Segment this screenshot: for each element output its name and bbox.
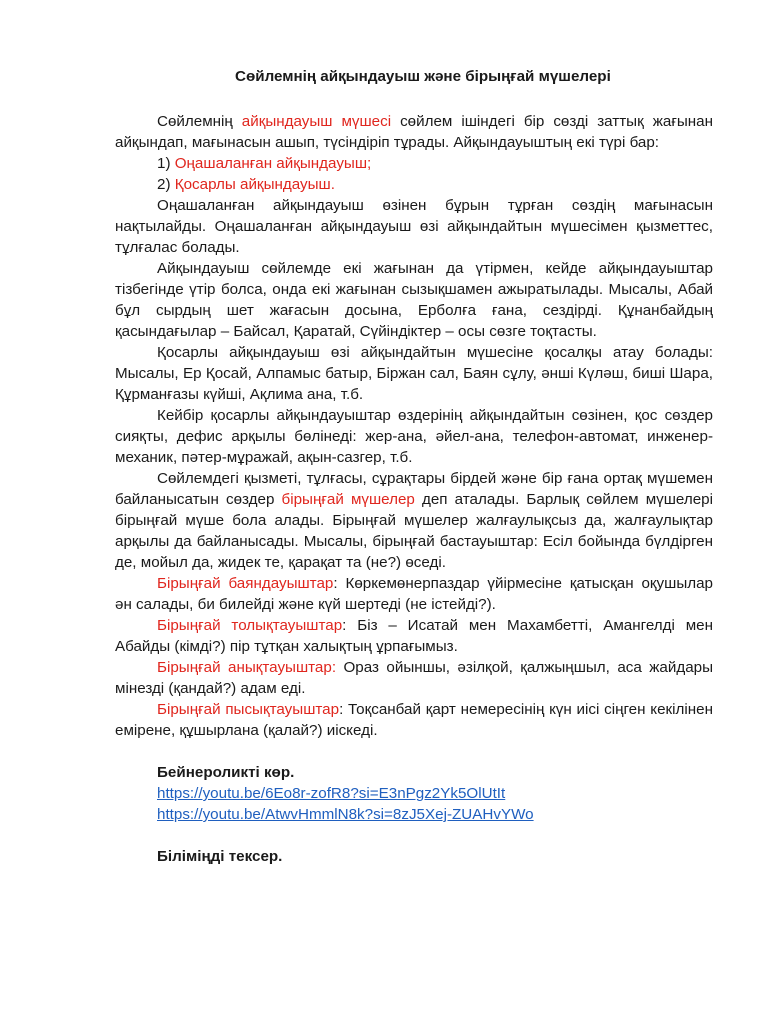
text-segment: деп аталады. Барлық сөйлем мүшелері бірыңғай мүше бола алады. Бірыңғай мүшелер жалғаулықсыз да, жалғаулықтар арқылы да байланысады. Мысалы, бірыңғай бастауыштар: Есіл бойында бүлдірген де, мойыл да, жидек те, қарақат та (не?) өседі. (115, 491, 713, 571)
spacer (115, 825, 713, 846)
highlighted-term: Бірыңғай толықтауыштар (157, 617, 343, 634)
video-link-1[interactable]: https://youtu.be/6Eo8r-zofR8?si=E3nPgz2Yk5OlUtIt (157, 785, 506, 802)
text-segment: : Көркемөнерпаздар үйірмесіне қатысқан оқушылар ән салады, би билейді және күй шертеді (не істейді?). (115, 575, 714, 613)
paragraph-hyphenated: Кейбір қосарлы айқындауыштар өздерінің айқындайтын сөзінен, қос сөздер сияқты, дефис арқылы бөлінеді: жер-ана, әйел-ана, телефон-автомат, инженер-механик, пәтер-мұражай, ақын-сазгер, т.б. (115, 407, 713, 466)
paragraph-isolated-apposition: Оңашаланған айқындауыш өзінен бұрын тұрған сөздің мағынасын нақтылайды. Оңашаланған айқындауыш өзі айқындайтын мүшесімен қызметтес, тұлғалас болады. (115, 197, 713, 256)
example-objects (115, 615, 713, 657)
text-segment: Сөйлемнің (157, 113, 242, 130)
check-heading: Біліміңді тексер. (157, 848, 283, 865)
paragraph-double-apposition: Қосарлы айқындауыш өзі айқындайтын мүшесіне қосалқы атау болады: Мысалы, Ер Қосай, Алпамыс батыр, Біржан сал, Баян сұлу, әнші Күләш, биші Шара, Құрманғазы күйші, Ақлима ана, т.б. (115, 344, 713, 403)
text-segment: : Тоқсанбай қарт немересінің күн иісі сіңген кекілінен емірене, құшырлана (қалай?) иіскеді. (115, 701, 713, 739)
highlighted-term: Бірыңғай пысықтауыштар (157, 701, 340, 718)
list-number: 1) (157, 155, 175, 172)
link-line (115, 783, 713, 804)
link-line (115, 804, 713, 825)
example-predicates (115, 573, 713, 615)
highlighted-term: Қосарлы айқындауыш. (174, 176, 335, 193)
text-segment: Сөйлемдегі қызметі, тұлғасы, сұрақтары бірдей және бір ғана ортақ мүшемен байланысатын сөздер (115, 470, 713, 508)
text-segment: Ораз ойыншы, әзілқой, қалжыңшыл, аса жайдары мінезді (қандай?) адам еді. (115, 659, 714, 697)
list-item (115, 174, 713, 195)
list-number: 2) (157, 176, 175, 193)
highlighted-term: Оңашаланған айқындауыш; (174, 155, 372, 172)
highlighted-term: Бірыңғай анықтауыштар: (157, 659, 337, 676)
list-item (115, 153, 713, 174)
example-adverbials (115, 699, 713, 741)
video-link-2[interactable]: https://youtu.be/AtwvHmmlN8k?si=8zJ5Xej-ZUAHvYWo (157, 806, 534, 823)
highlighted-term: айқындауыш мүшесі (241, 113, 392, 130)
text-segment: сөйлем ішіндегі бір сөзді заттық жағынан айқындап, мағынасын ашып, түсіндіріп тұрады. Айқындауыштың екі түрі бар: (115, 113, 713, 151)
highlighted-term: бірыңғай мүшелер (281, 491, 415, 508)
highlighted-term: Бірыңғай баяндауыштар (157, 575, 334, 592)
example-attributes (115, 657, 713, 699)
text-segment: : Біз – Исатай мен Махамбетті, Амангелді мен Абайды (кімді?) пір тұтқан халықтың ұрпағымыз. (115, 617, 713, 655)
page-title: Сөйлемнің айқындауыш және бірыңғай мүшелері (235, 68, 611, 85)
paragraph-homogeneous (115, 468, 713, 573)
paragraph-punctuation: Айқындауыш сөйлемде екі жағынан да үтірмен, кейде айқындауыштар тізбегінде үтір болса, онда екі жағынан сызықшамен ажыратылады. Мысалы, Абай бұл сырдың шет жағасын досына, Ерболға ғана, сездірді. Құнанбайдың қасындағылар – Байсал, Қаратай, Сүйіндіктер – осы сөзге тоқтасты. (115, 260, 713, 340)
paragraph-definition (115, 111, 713, 153)
spacer (115, 741, 713, 762)
video-heading: Бейнероликті көр. (157, 764, 295, 781)
